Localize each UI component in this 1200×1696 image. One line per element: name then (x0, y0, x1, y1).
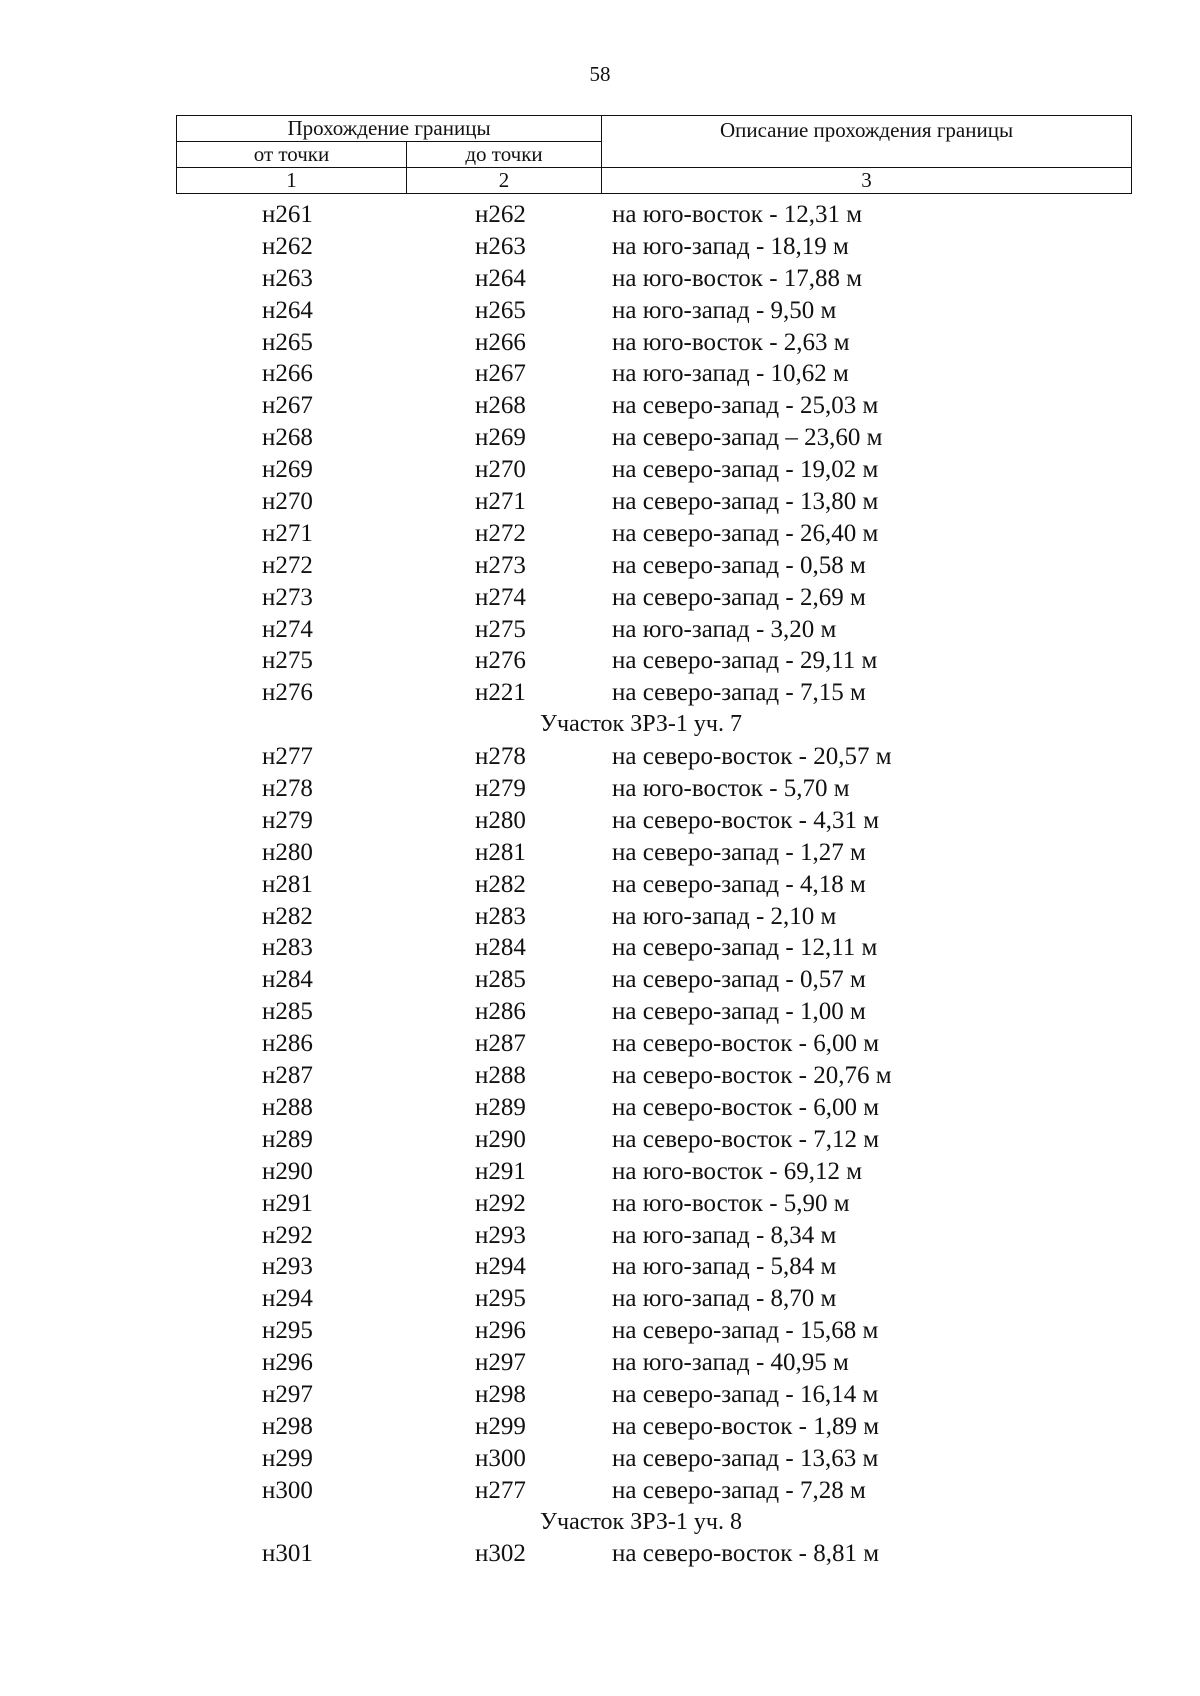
to-point-cell: н277 (475, 1476, 526, 1504)
to-point-cell: н293 (475, 1221, 526, 1249)
page-number: 58 (589, 62, 611, 86)
description-cell: на северо-восток - 7,12 м (612, 1125, 880, 1153)
from-point-cell: н288 (262, 1093, 313, 1121)
description-cell: на северо-запад - 19,02 м (612, 456, 879, 484)
to-point-cell: н271 (475, 488, 526, 516)
table-row (0, 805, 1200, 837)
from-point-cell: н300 (262, 1476, 313, 1504)
header-column-number-3: 3 (602, 168, 1132, 194)
table-row (0, 1092, 1200, 1124)
to-point-cell: н296 (475, 1317, 526, 1345)
to-point-cell: н300 (475, 1444, 526, 1472)
header-to-point: до точки (407, 142, 602, 168)
description-cell: на северо-запад - 13,80 м (612, 488, 879, 516)
from-point-cell: н285 (262, 998, 313, 1026)
header-group-title: Прохождение границы (177, 116, 602, 142)
description-cell: на северо-запад - 7,28 м (612, 1476, 866, 1504)
to-point-cell: н221 (475, 679, 526, 707)
table-row (0, 645, 1200, 677)
from-point-cell: н295 (262, 1317, 313, 1345)
table-row (0, 358, 1200, 390)
to-point-cell: н280 (475, 806, 526, 834)
description-cell: на северо-восток - 20,57 м (612, 743, 892, 771)
description-cell: на юго-запад - 8,34 м (612, 1221, 837, 1249)
description-cell: на северо-запад – 23,60 м (612, 424, 883, 452)
from-point-cell: н270 (262, 488, 313, 516)
table-row (0, 1475, 1200, 1507)
table-row (0, 1538, 1200, 1570)
to-point-cell: н266 (475, 328, 526, 356)
from-point-cell: н271 (262, 519, 313, 547)
header-from-point: от точки (177, 142, 407, 168)
description-cell: на юго-восток - 69,12 м (612, 1157, 863, 1185)
description-cell: на северо-запад - 15,68 м (612, 1317, 879, 1345)
header-column-number-2: 2 (407, 168, 602, 194)
table-row (0, 1220, 1200, 1252)
from-point-cell: н284 (262, 966, 313, 994)
table-row (0, 1315, 1200, 1347)
to-point-cell: н272 (475, 519, 526, 547)
from-point-cell: н286 (262, 1030, 313, 1058)
to-point-cell: н276 (475, 647, 526, 675)
table-row (0, 741, 1200, 773)
to-point-cell: н299 (475, 1412, 526, 1440)
from-point-cell: н278 (262, 775, 313, 803)
description-cell: на северо-восток - 6,00 м (612, 1030, 880, 1058)
table-row (0, 1443, 1200, 1475)
from-point-cell: н279 (262, 806, 313, 834)
section-heading-row (0, 709, 1200, 741)
table-row (0, 932, 1200, 964)
boundary-rows (0, 199, 1200, 1570)
description-cell: на юго-восток - 5,90 м (612, 1189, 850, 1217)
description-cell: на юго-запад - 9,50 м (612, 296, 837, 324)
table-row (0, 390, 1200, 422)
to-point-cell: н285 (475, 966, 526, 994)
header-column-number-1: 1 (177, 168, 407, 194)
description-cell: на юго-запад - 2,10 м (612, 902, 837, 930)
description-cell: на северо-восток - 6,00 м (612, 1093, 880, 1121)
description-cell: на северо-запад - 16,14 м (612, 1380, 879, 1408)
table-row (0, 582, 1200, 614)
from-point-cell: н276 (262, 679, 313, 707)
to-point-cell: н281 (475, 838, 526, 866)
to-point-cell: н278 (475, 743, 526, 771)
table-row (0, 1379, 1200, 1411)
table-row (0, 454, 1200, 486)
from-point-cell: н264 (262, 296, 313, 324)
description-cell: на юго-запад - 5,84 м (612, 1253, 837, 1281)
description-cell: на северо-запад - 25,03 м (612, 392, 879, 420)
table-row (0, 422, 1200, 454)
to-point-cell: н279 (475, 775, 526, 803)
table-row (0, 486, 1200, 518)
to-point-cell: н287 (475, 1030, 526, 1058)
to-point-cell: н294 (475, 1253, 526, 1281)
description-cell: на юго-запад - 10,62 м (612, 360, 849, 388)
to-point-cell: н273 (475, 551, 526, 579)
to-point-cell: н267 (475, 360, 526, 388)
description-cell: на северо-запад - 0,58 м (612, 551, 866, 579)
from-point-cell: н301 (262, 1540, 313, 1568)
to-point-cell: н298 (475, 1380, 526, 1408)
to-point-cell: н268 (475, 392, 526, 420)
to-point-cell: н270 (475, 456, 526, 484)
table-row (0, 199, 1200, 231)
to-point-cell: н282 (475, 870, 526, 898)
description-cell: на северо-восток - 20,76 м (612, 1062, 892, 1090)
table-row (0, 1124, 1200, 1156)
to-point-cell: н290 (475, 1125, 526, 1153)
description-cell: на северо-запад - 12,11 м (612, 934, 878, 962)
to-point-cell: н288 (475, 1062, 526, 1090)
to-point-cell: н289 (475, 1093, 526, 1121)
table-row (0, 1028, 1200, 1060)
to-point-cell: н262 (475, 201, 526, 228)
table-row (0, 773, 1200, 805)
table-row (0, 231, 1200, 263)
description-cell: на северо-запад - 0,57 м (612, 966, 866, 994)
table-row (0, 996, 1200, 1028)
from-point-cell: н277 (262, 743, 313, 771)
description-cell: на северо-восток - 8,81 м (612, 1540, 880, 1568)
from-point-cell: н289 (262, 1125, 313, 1153)
from-point-cell: н283 (262, 934, 313, 962)
description-cell: на северо-восток - 1,89 м (612, 1412, 880, 1440)
from-point-cell: н298 (262, 1412, 313, 1440)
table-row (0, 1251, 1200, 1283)
description-cell: на юго-запад - 40,95 м (612, 1349, 849, 1377)
to-point-cell: н297 (475, 1349, 526, 1377)
from-point-cell: н272 (262, 551, 313, 579)
from-point-cell: н296 (262, 1349, 313, 1377)
from-point-cell: н294 (262, 1285, 313, 1313)
from-point-cell: н291 (262, 1189, 313, 1217)
table-row (0, 677, 1200, 709)
to-point-cell: н263 (475, 232, 526, 260)
to-point-cell: н269 (475, 424, 526, 452)
description-cell: на северо-запад - 7,15 м (612, 679, 866, 707)
to-point-cell: н274 (475, 583, 526, 611)
from-point-cell: н261 (262, 201, 313, 228)
from-point-cell: н262 (262, 232, 313, 260)
table-row (0, 614, 1200, 646)
table-row (0, 1188, 1200, 1220)
description-cell: на северо-запад - 2,69 м (612, 583, 866, 611)
to-point-cell: н265 (475, 296, 526, 324)
from-point-cell: н263 (262, 264, 313, 292)
description-cell: на юго-запад - 8,70 м (612, 1285, 837, 1313)
from-point-cell: н281 (262, 870, 313, 898)
description-cell: на северо-запад - 1,00 м (612, 998, 866, 1026)
to-point-cell: н291 (475, 1157, 526, 1185)
description-cell: на северо-запад - 26,40 м (612, 519, 879, 547)
table-row (0, 1156, 1200, 1188)
to-point-cell: н264 (475, 264, 526, 292)
table-row (0, 869, 1200, 901)
description-cell: на юго-восток - 5,70 м (612, 775, 850, 803)
table-row (0, 901, 1200, 933)
table-header (176, 115, 1132, 194)
description-cell: на юго-восток - 12,31 м (612, 201, 863, 228)
section-heading: Участок ЗРЗ-1 уч. 8 (540, 1508, 742, 1535)
to-point-cell: н295 (475, 1285, 526, 1313)
table-row (0, 964, 1200, 996)
description-cell: на юго-восток - 17,88 м (612, 264, 863, 292)
description-cell: на северо-запад - 1,27 м (612, 838, 866, 866)
from-point-cell: н297 (262, 1380, 313, 1408)
from-point-cell: н275 (262, 647, 313, 675)
table-row (0, 550, 1200, 582)
table-row (0, 1347, 1200, 1379)
description-cell: на юго-восток - 2,63 м (612, 328, 850, 356)
section-heading: Участок ЗРЗ-1 уч. 7 (540, 711, 742, 738)
from-point-cell: н280 (262, 838, 313, 866)
description-cell: на северо-запад - 4,18 м (612, 870, 866, 898)
table-row (0, 1411, 1200, 1443)
to-point-cell: н286 (475, 998, 526, 1026)
from-point-cell: н299 (262, 1444, 313, 1472)
to-point-cell: н292 (475, 1189, 526, 1217)
from-point-cell: н293 (262, 1253, 313, 1281)
from-point-cell: н282 (262, 902, 313, 930)
from-point-cell: н274 (262, 615, 313, 643)
to-point-cell: н283 (475, 902, 526, 930)
table-row (0, 1283, 1200, 1315)
description-cell: на северо-восток - 4,31 м (612, 806, 880, 834)
description-cell: на юго-запад - 3,20 м (612, 615, 837, 643)
header-description: Описание прохождения границы (602, 116, 1132, 168)
from-point-cell: н290 (262, 1157, 313, 1185)
from-point-cell: н266 (262, 360, 313, 388)
to-point-cell: н284 (475, 934, 526, 962)
description-cell: на юго-запад - 18,19 м (612, 232, 849, 260)
table-row (0, 837, 1200, 869)
from-point-cell: н269 (262, 456, 313, 484)
section-heading-row (0, 1507, 1200, 1539)
table-row (0, 1060, 1200, 1092)
from-point-cell: н268 (262, 424, 313, 452)
to-point-cell: н302 (475, 1540, 526, 1568)
from-point-cell: н287 (262, 1062, 313, 1090)
from-point-cell: н267 (262, 392, 313, 420)
table-row (0, 295, 1200, 327)
from-point-cell: н292 (262, 1221, 313, 1249)
description-cell: на северо-запад - 13,63 м (612, 1444, 879, 1472)
description-cell: на северо-запад - 29,11 м (612, 647, 878, 675)
table-row (0, 518, 1200, 550)
table-row (0, 263, 1200, 295)
table-row (0, 327, 1200, 359)
from-point-cell: н265 (262, 328, 313, 356)
from-point-cell: н273 (262, 583, 313, 611)
to-point-cell: н275 (475, 615, 526, 643)
